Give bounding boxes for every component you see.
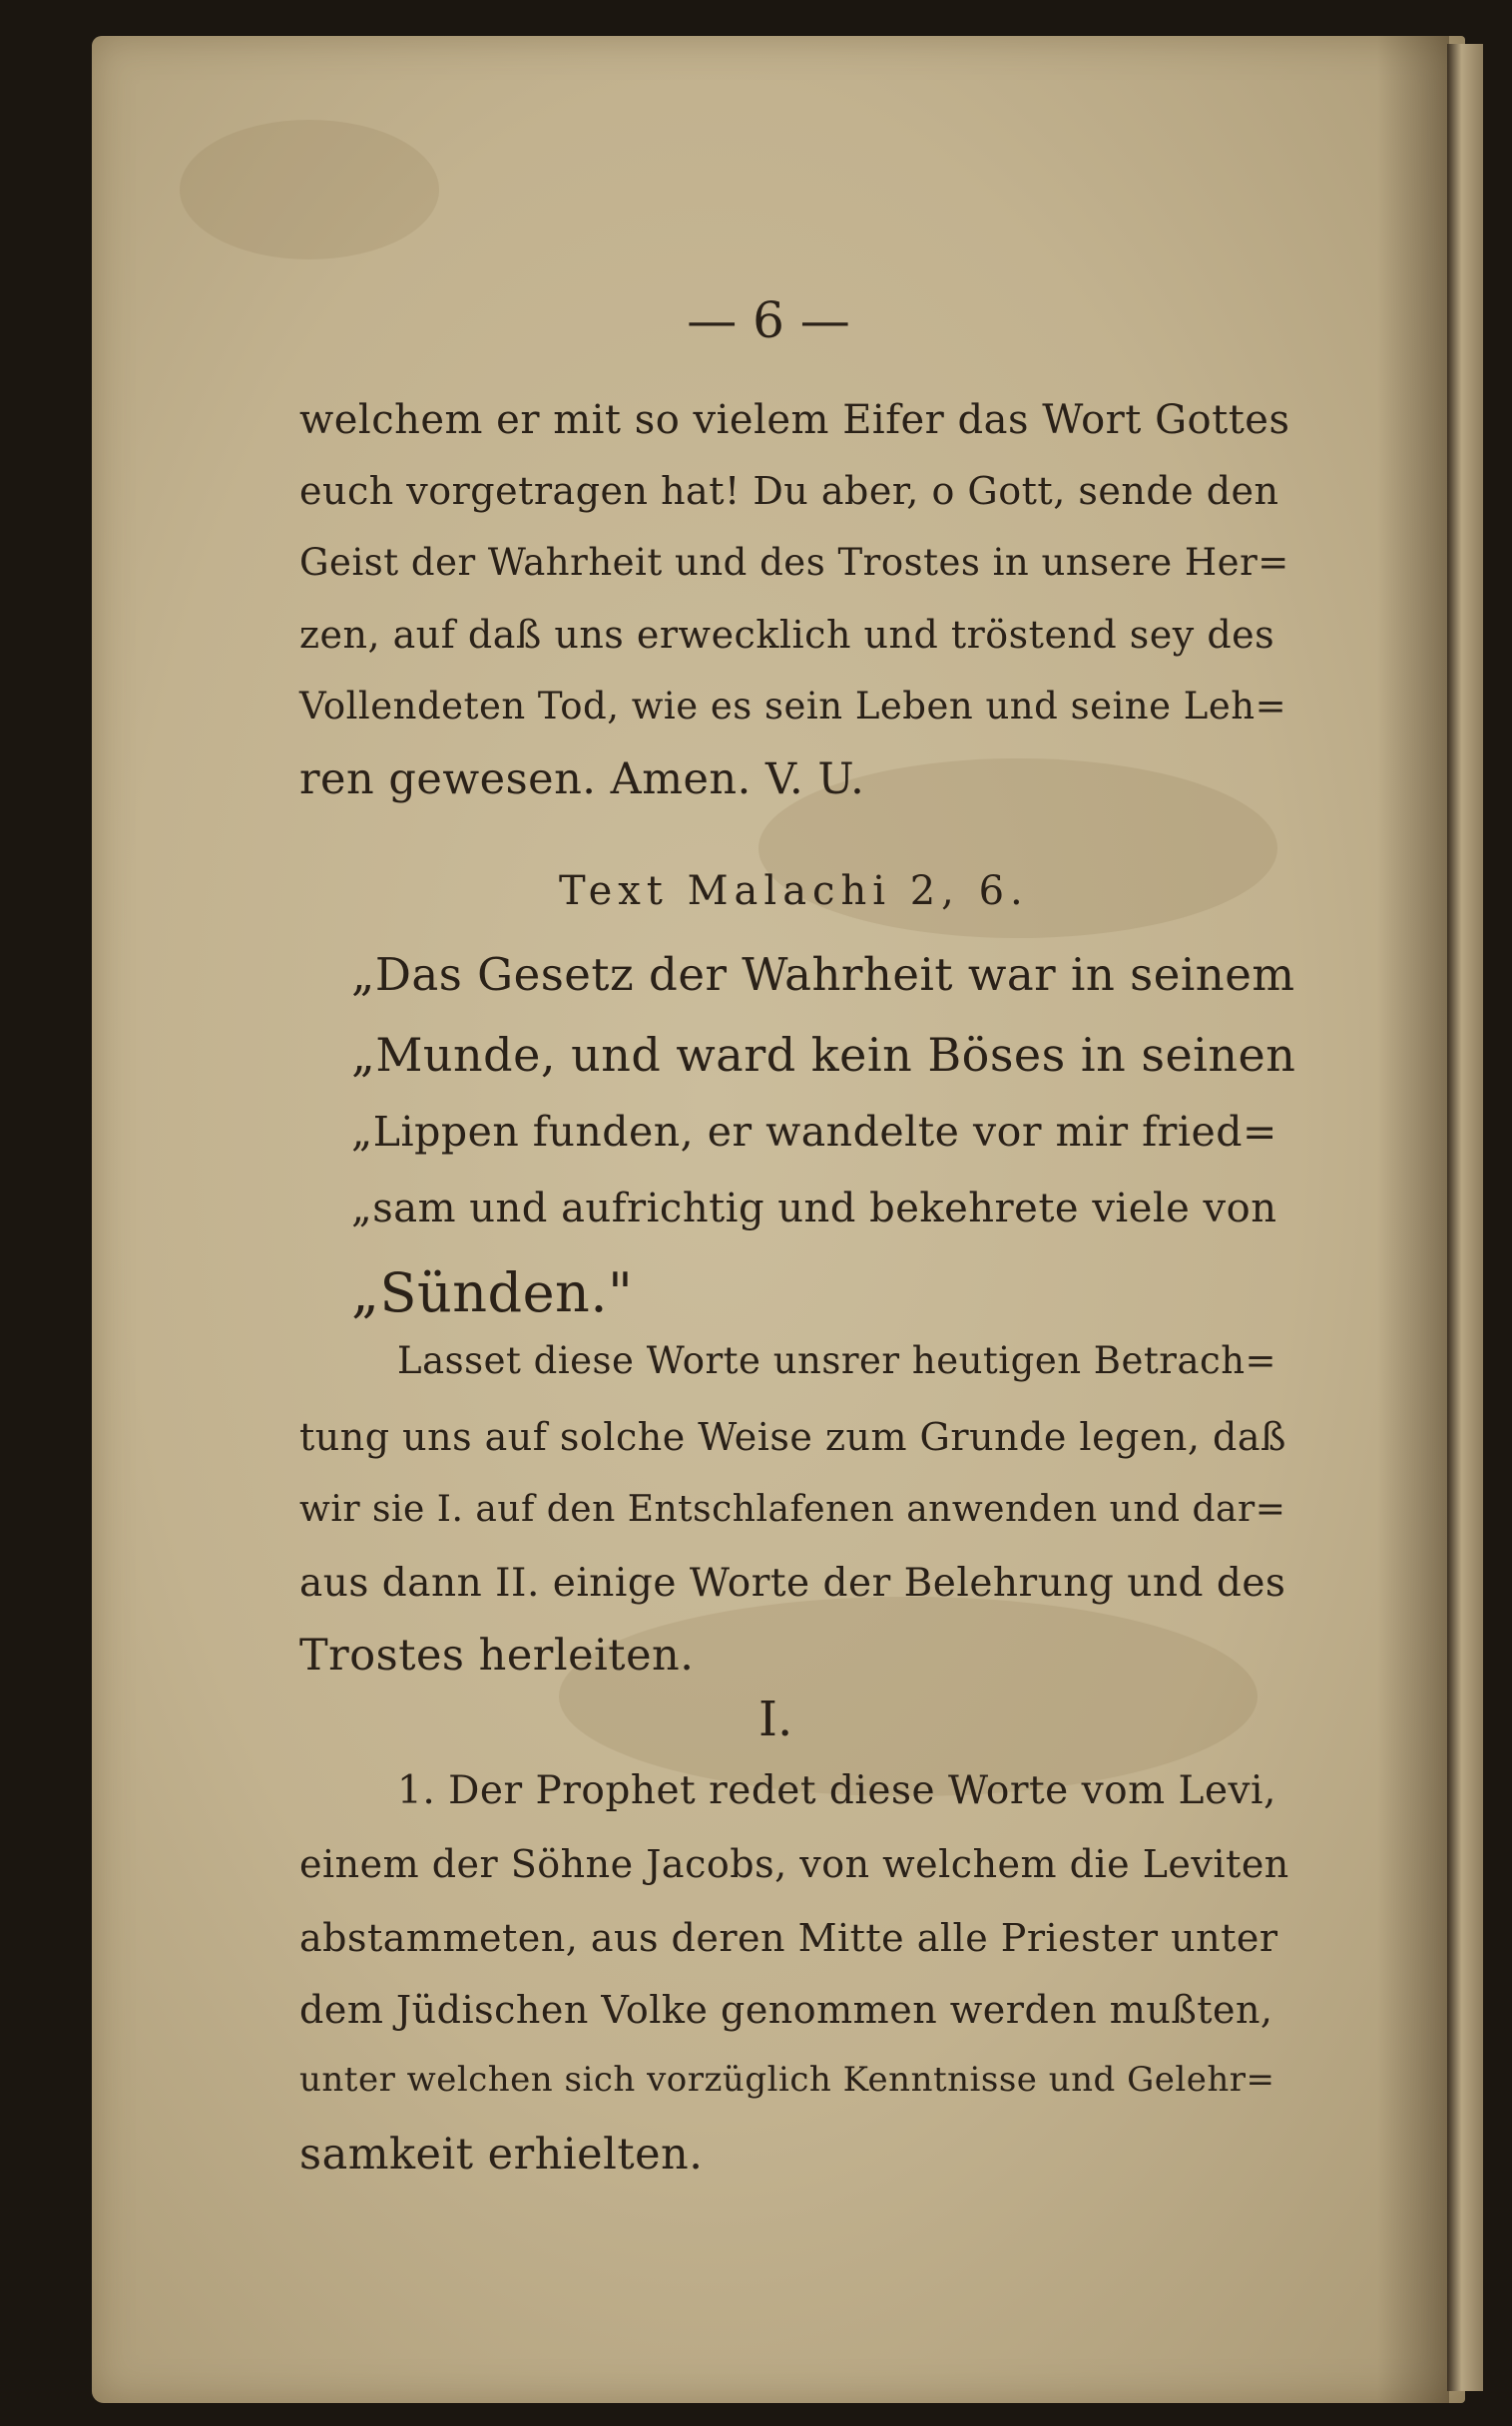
quote-line-2: „Munde, und ward kein Böses in seinen [351, 1028, 1296, 1082]
intro-line-6: ren gewesen. Amen. V. U. [299, 754, 865, 804]
paragraph-line-3: wir sie I. auf den Entschlafenen anwenden und dar= [299, 1489, 1286, 1530]
section-line-3: abstammeten, aus deren Mitte alle Priester unter [299, 1916, 1278, 1960]
quote-line-5: „Sünden." [351, 1261, 634, 1324]
section-line-1: 1. Der Prophet redet diese Worte vom Levi, [397, 1768, 1276, 1813]
paragraph-line-2: tung uns auf solche Weise zum Grunde legen, daß [299, 1415, 1286, 1459]
section-line-6: samkeit erhielten. [299, 2130, 704, 2180]
text-heading: Text Malachi 2, 6. [559, 868, 1029, 914]
paragraph-line-4: aus dann II. einige Worte der Belehrung und des [299, 1561, 1286, 1606]
section-numeral: I. [758, 1692, 793, 1747]
section-line-5: unter welchen sich vorzüglich Kenntnisse und Gelehr= [299, 2060, 1275, 2100]
intro-line-3: Geist der Wahrheit und des Trostes in unsere Her= [299, 541, 1289, 584]
paper-stain [180, 120, 439, 259]
intro-line-2: euch vorgetragen hat! Du aber, o Gott, sende den [299, 469, 1279, 513]
paragraph-line-5: Trostes herleiten. [299, 1631, 695, 1681]
quote-line-4: „sam und aufrichtig und bekehrete viele von [351, 1186, 1277, 1231]
facing-page-edge [1447, 44, 1483, 2391]
paper-stain [559, 1597, 1258, 1796]
page-number: — 6 — [687, 291, 850, 349]
quote-line-3: „Lippen funden, er wandelte vor mir fried= [351, 1108, 1277, 1156]
section-line-2: einem der Söhne Jacobs, von welchem die Leviten [299, 1842, 1289, 1886]
quote-line-1: „Das Gesetz der Wahrheit war in seinem [351, 948, 1295, 1001]
paragraph-line-1: Lasset diese Worte unsrer heutigen Betrach= [397, 1339, 1277, 1382]
gutter-shadow [1377, 36, 1449, 2403]
intro-line-1: welchem er mit so vielem Eifer das Wort Gottes [299, 397, 1290, 443]
intro-line-5: Vollendeten Tod, wie es sein Leben und seine Leh= [299, 685, 1287, 728]
section-line-4: dem Jüdischen Volke genommen werden mußten, [299, 1988, 1273, 2032]
intro-line-4: zen, auf daß uns erwecklich und tröstend sey des [299, 613, 1275, 657]
